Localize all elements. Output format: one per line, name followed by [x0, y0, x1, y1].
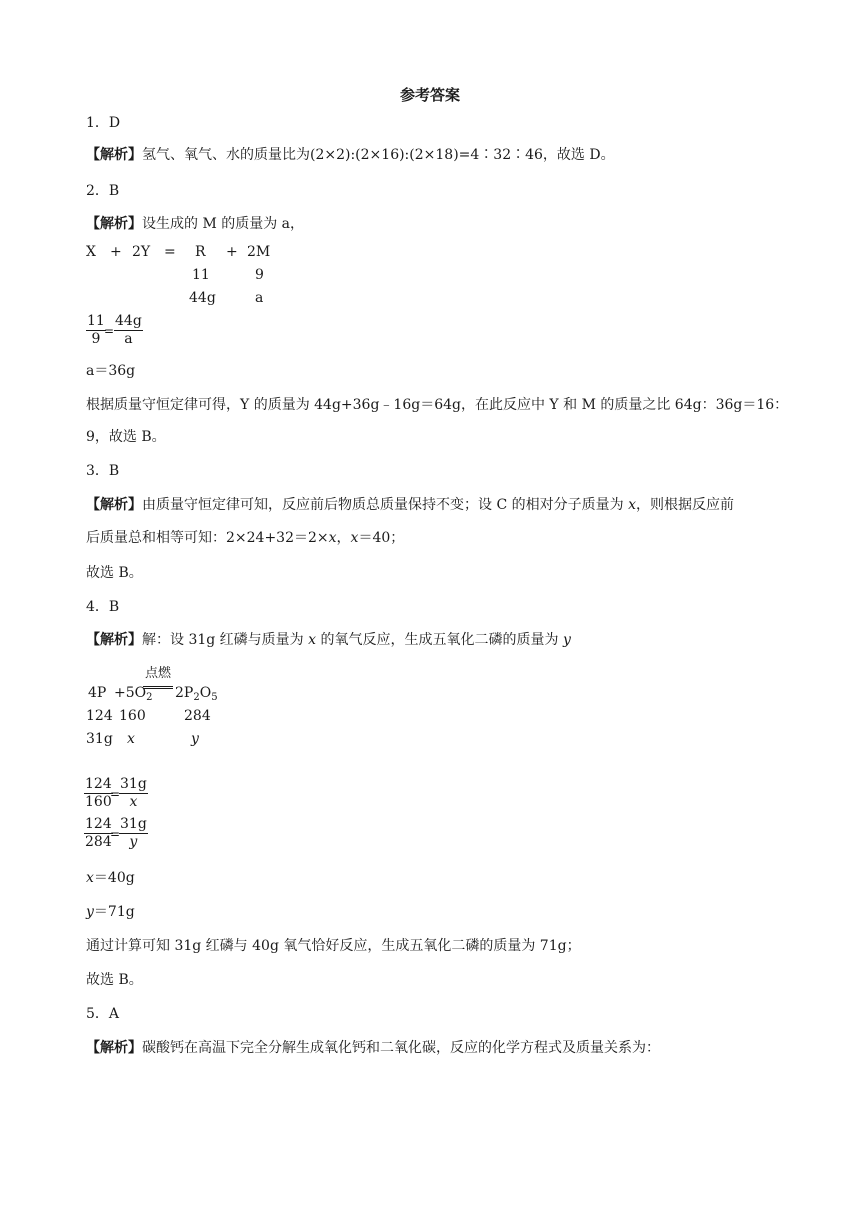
- q4-intro: [86, 631, 571, 649]
- q2-eq-term: R: [195, 244, 206, 260]
- fraction-denominator: 160: [85, 794, 112, 810]
- q5-answer: 5．A: [86, 1006, 120, 1022]
- q2-line1: 根据质量守恒定律可得，Y 的质量为 44g+36g﹣16g＝64g，在此反应中 Y 和 M 的质量之比 64g：36g＝16：: [86, 397, 789, 413]
- fraction-numerator: 31g: [120, 776, 147, 792]
- q4-row2-value: 124: [86, 708, 113, 724]
- fraction-numerator: 124: [85, 816, 112, 832]
- q4-formula: +5O: [114, 685, 147, 701]
- q3-answer: 3．B: [86, 463, 120, 479]
- q5-tag: 【解析】: [86, 1040, 142, 1056]
- q3-text: ，则根据反应前: [635, 497, 734, 513]
- equals-sign: =: [104, 324, 115, 338]
- subscript: 2: [146, 692, 153, 703]
- q2-eq-term: =: [164, 244, 176, 260]
- q2-intro: 设生成的 M 的质量为 a，: [142, 216, 305, 232]
- q2-row3-value: 44g: [189, 290, 216, 306]
- q2-eq-term: X: [86, 244, 96, 260]
- q2-explanation-intro: [86, 215, 304, 233]
- q4-row2-value: 284: [184, 708, 211, 724]
- q4-product: [175, 684, 218, 702]
- subscript: 2: [193, 692, 200, 703]
- q4-result-x: [86, 869, 135, 887]
- q1-explanation: [86, 146, 615, 164]
- fraction-denominator: y: [129, 834, 138, 850]
- q4-final: 故选 B。: [86, 972, 143, 988]
- q3-text: 由质量守恒定律可知，反应前后物质总质量保持不变；设 C 的相对分子质量为: [142, 497, 629, 513]
- q4-var: x: [86, 870, 94, 886]
- q5-explanation: [86, 1039, 660, 1057]
- fraction-denominator: 9: [91, 331, 101, 347]
- q1-answer: 1．D: [86, 115, 121, 131]
- q2-eq-term: +: [110, 244, 122, 260]
- q3-text: ＝40；: [358, 530, 405, 546]
- q4-fraction-left: [84, 776, 113, 811]
- q3-var: x: [350, 530, 359, 546]
- q3-line1: [86, 496, 734, 514]
- fraction-numerator: 44g: [115, 313, 142, 329]
- q2-eq-term: 2Y: [132, 244, 151, 260]
- q4-result-y: [86, 903, 135, 921]
- q2-row2-value: 11: [192, 267, 210, 283]
- q2-row2-value: 9: [255, 267, 264, 283]
- q4-var: x: [308, 632, 317, 648]
- q4-answer: 4．B: [86, 599, 120, 615]
- fraction-numerator: 124: [85, 776, 112, 792]
- q2-fraction-right: [114, 313, 143, 348]
- equals-sign: =: [110, 827, 121, 841]
- q4-var: y: [562, 632, 571, 648]
- q4-var: y: [86, 904, 94, 920]
- q4-formula: O: [199, 685, 212, 701]
- q4-formula: 2P: [175, 685, 194, 701]
- q4-row3-value: 31g: [86, 731, 113, 747]
- q4-text: 的氧气反应，生成五氧化二磷的质量为: [316, 632, 563, 648]
- fraction-denominator: 284: [85, 834, 112, 850]
- q4-row3-value: y: [191, 731, 199, 747]
- q4-value: ＝40g: [93, 870, 135, 886]
- q2-answer: 2．B: [86, 183, 120, 199]
- q2-result: a＝36g: [86, 363, 136, 379]
- fraction-numerator: 31g: [120, 816, 147, 832]
- reaction-condition: 点燃: [145, 666, 172, 681]
- q4-text: 解：设 31g 红磷与质量为: [142, 632, 309, 648]
- fraction-denominator: x: [129, 794, 138, 810]
- q3-var: x: [628, 497, 636, 513]
- q2-eq-term: 2M: [247, 244, 271, 260]
- q4-fraction-right: [119, 776, 148, 811]
- subscript: 5: [211, 692, 218, 703]
- q4-value: ＝71g: [93, 904, 135, 920]
- page-title: 参考答案: [399, 86, 460, 104]
- fraction-denominator: a: [124, 331, 133, 347]
- q4-row2-value: 160: [119, 708, 146, 724]
- q2-tag: 【解析】: [86, 216, 142, 232]
- q3-line2: [86, 529, 404, 547]
- q4-fraction-right: [119, 816, 148, 851]
- q4-conclusion: 通过计算可知 31g 红磷与 40g 氧气恰好反应，生成五氧化二磷的质量为 71g；: [86, 938, 581, 954]
- q4-row3-value: x: [127, 731, 135, 747]
- q4-reactant: [114, 684, 153, 702]
- q3-var: x: [328, 530, 337, 546]
- q3-line3: 故选 B。: [86, 565, 143, 581]
- q1-text: 氢气、氧气、水的质量比为(2×2):(2×16):(2×18)=4∶32∶46，故选 D。: [142, 147, 615, 163]
- q4-fraction-left: [84, 816, 113, 851]
- q4-tag: 【解析】: [86, 632, 142, 648]
- q1-tag: 【解析】: [86, 147, 142, 163]
- fraction-numerator: 11: [87, 313, 105, 329]
- q2-fraction-left: [86, 313, 106, 348]
- q5-text: 碳酸钙在高温下完全分解生成氧化钙和二氧化碳，反应的化学方程式及质量关系为：: [142, 1040, 660, 1056]
- q4-reactant: 4P: [88, 685, 107, 701]
- q2-line2: 9，故选 B。: [86, 429, 166, 445]
- q3-text: 后质量总和相等可知：2×24+32＝2×: [86, 530, 329, 546]
- q3-tag: 【解析】: [86, 497, 142, 513]
- q3-text: ，: [336, 530, 351, 546]
- equals-sign: =: [110, 787, 121, 801]
- q2-eq-term: +: [226, 244, 238, 260]
- q2-row3-value: a: [255, 290, 264, 306]
